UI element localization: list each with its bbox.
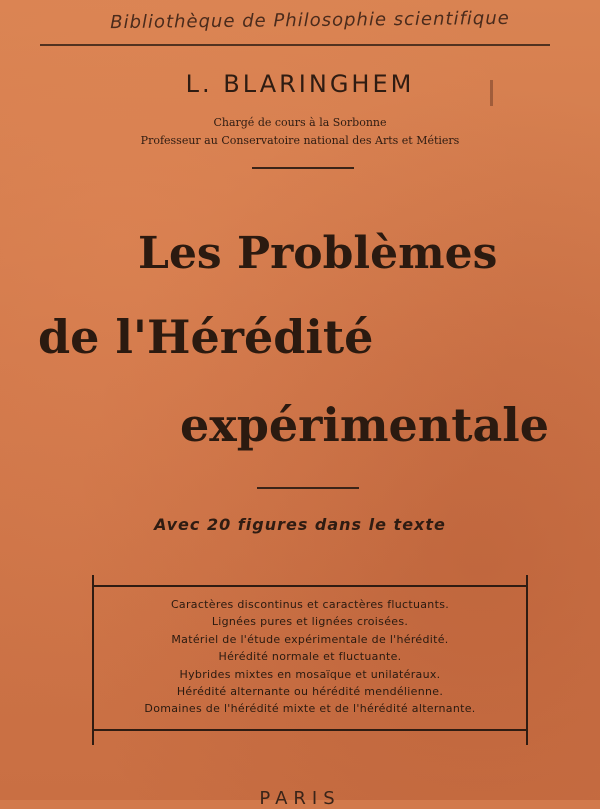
contents-item: Domaines de l'hérédité mixte et de l'hérédité alternante. xyxy=(144,702,476,716)
contents-item: Hybrides mixtes en mosaïque et unilatéraux. xyxy=(179,667,441,681)
contents-item: Hérédité alternante ou hérédité mendélienne. xyxy=(176,684,444,698)
author-affiliation-1: Chargé de cours à la Sorbonne xyxy=(213,116,387,129)
author-name: L. BLARINGHEM xyxy=(185,70,415,98)
divider-rule-1 xyxy=(252,167,354,169)
author-affiliation-2: Professeur au Conservatoire national des Arts et Métiers xyxy=(140,134,460,147)
divider-rule-2 xyxy=(257,487,359,489)
publication-place: PARIS xyxy=(259,788,341,809)
contents-item: Matériel de l'étude expérimentale de l'hérédité. xyxy=(171,632,449,646)
title-line-2: de l'Hérédité xyxy=(38,310,374,364)
figures-note: Avec 20 figures dans le texte xyxy=(154,515,446,534)
top-rule xyxy=(40,44,550,46)
title-line-3: expérimentale xyxy=(180,398,550,452)
series-title: Bibliothèque de Philosophie scientifique xyxy=(110,7,510,34)
contents-item: Lignées pures et lignées croisées. xyxy=(211,615,409,629)
title-line-1: Les Problèmes xyxy=(138,228,498,279)
contents-list xyxy=(92,596,528,718)
contents-item: Hérédité normale et fluctuante. xyxy=(218,650,402,664)
contents-item: Caractères discontinus et caractères fluctuants. xyxy=(170,598,450,611)
